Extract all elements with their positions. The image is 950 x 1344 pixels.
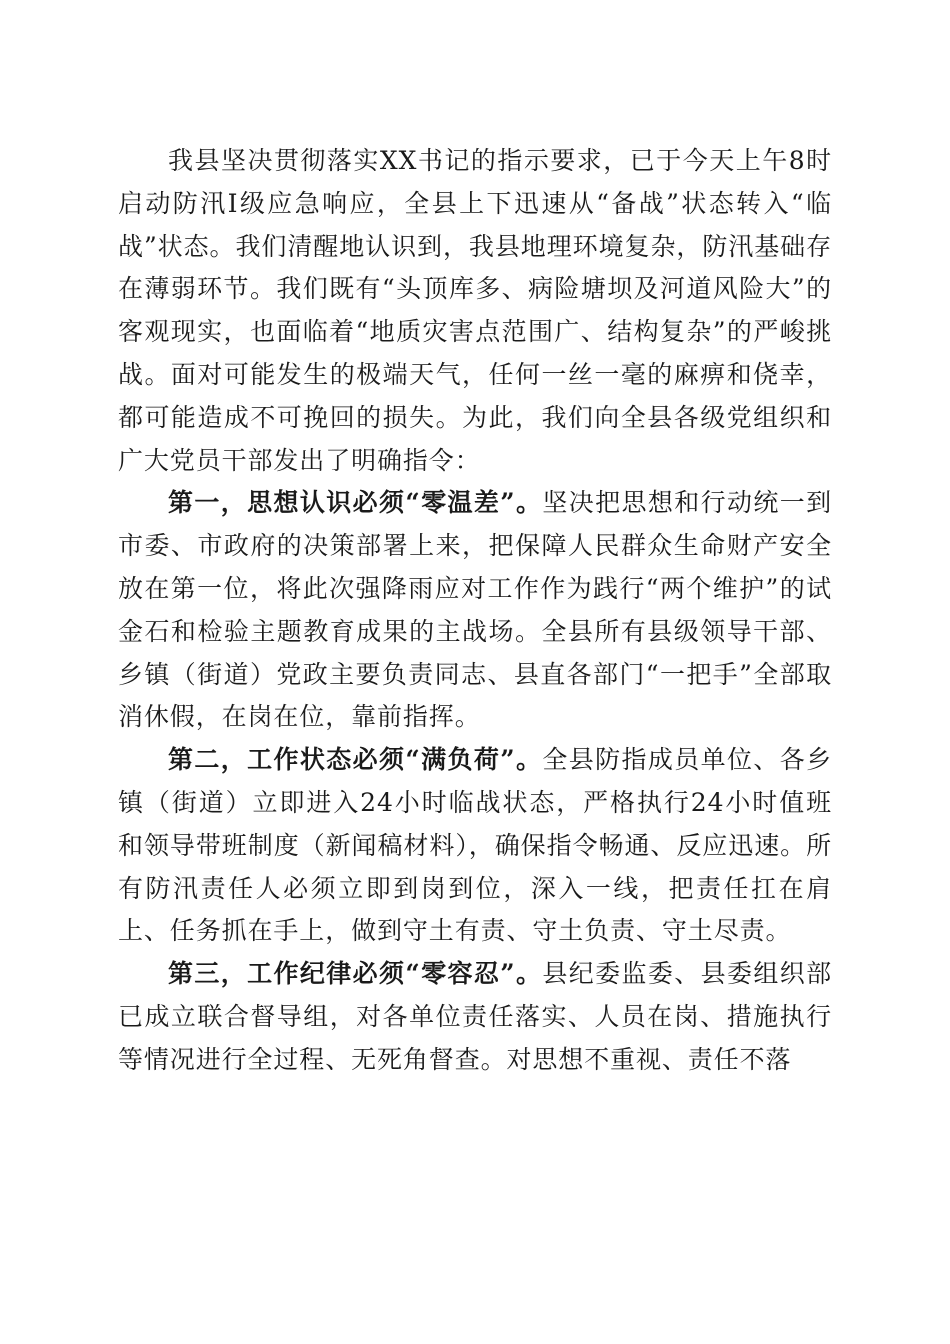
- paragraph-third-directive: [118, 953, 832, 1081]
- paragraph-intro: [118, 140, 832, 482]
- paragraph-first-directive: [118, 482, 832, 739]
- paragraph-lead: 第一，思想认识必须“零温差”。: [168, 488, 543, 518]
- paragraph-lead: 第二，工作状态必须“满负荷”。: [168, 745, 543, 775]
- document-body: [118, 140, 832, 1082]
- paragraph-text: 坚决把思想和行动统一到市委、市政府的决策部署上来，把保障人民群众生命财产安全放在第一位，将此次强降雨应对工作作为践行“两个维护”的试金石和检验主题教育成果的主战场。全县所有县级领导干部、乡镇（街道）党政主要负责同志、县直各部门“一把手”全部取消休假，在岗在位，靠前指挥。: [118, 488, 832, 732]
- paragraph-text: 我县坚决贯彻落实XX书记的指示要求，已于今天上午8时启动防汛Ⅰ级应急响应，全县上下迅速从“备战”状态转入“临战”状态。我们清醒地认识到，我县地理环境复杂，防汛基础存在薄弱环节。我们既有“头顶库多、病险塘坝及河道风险大”的客观现实，也面临着“地质灾害点范围广、结构复杂”的严峻挑战。面对可能发生的极端天气，任何一丝一毫的麻痹和侥幸，都可能造成不可挽回的损失。为此，我们向全县各级党组织和广大党员干部发出了明确指令：: [118, 146, 832, 475]
- paragraph-text: 县纪委监委、县委组织部已成立联合督导组，对各单位责任落实、人员在岗、措施执行等情况进行全过程、无死角督查。对思想不重视、责任不落: [118, 959, 832, 1074]
- paragraph-text: 全县防指成员单位、各乡镇（街道）立即进入24小时临战状态，严格执行24小时值班和领导带班制度（新闻稿材料），确保指令畅通、反应迅速。所有防汛责任人必须立即到岗到位，深入一线，把责任扛在肩上、任务抓在手上，做到守土有责、守土负责、守土尽责。: [118, 745, 832, 946]
- paragraph-second-directive: [118, 739, 832, 953]
- paragraph-lead: 第三，工作纪律必须“零容忍”。: [168, 959, 543, 989]
